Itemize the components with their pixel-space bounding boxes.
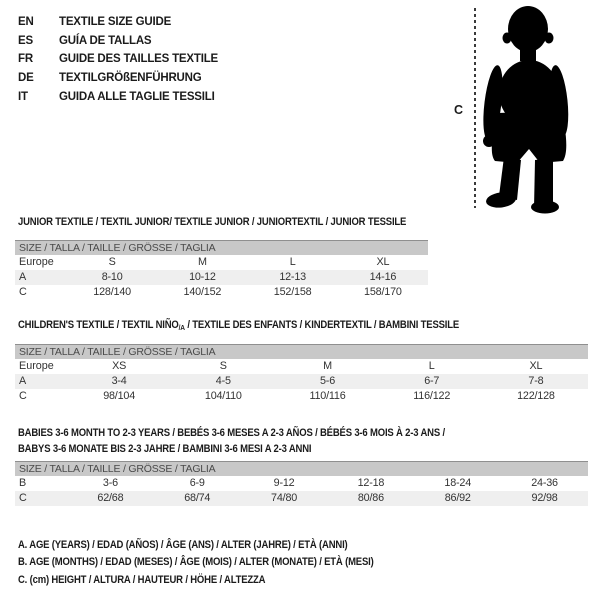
table-cell: 122/128: [517, 390, 555, 402]
table-cell: 158/170: [364, 286, 402, 298]
section-title-babies: [18, 425, 445, 457]
table-cell: 9-12: [273, 477, 295, 489]
row-label: A: [19, 375, 27, 387]
language-code: FR: [18, 53, 33, 66]
title-line: BABYS 3-6 MONATE BIS 2-3 JAHRE / BAMBINI 3-6 MESI A 2-3 ANNI: [18, 443, 312, 456]
table-cell: 12-13: [279, 271, 306, 283]
language-legend: [18, 13, 218, 107]
guide-title: GUIDA ALLE TAGLIE TESSILI: [59, 90, 215, 103]
title-text: CHILDREN'S TEXTILE / TEXTIL NIÑO: [18, 319, 179, 331]
table-cell: 128/140: [93, 286, 131, 298]
footnote-height: C. (cm) HEIGHT / ALTURA / HAUTEUR / HÖHE / ALTEZZA: [18, 573, 266, 586]
footnote-age-years: A. AGE (YEARS) / EDAD (AÑOS) / ÂGE (ANS) / ALTER (JAHRE) / ETÀ (ANNI): [18, 539, 348, 551]
table-cell: 140/152: [183, 286, 222, 298]
table-cell: 152/158: [273, 286, 312, 298]
table-cell: 6-7: [424, 375, 440, 387]
table-cell: 18-24: [444, 477, 472, 489]
table-cell: 4-5: [215, 375, 231, 387]
children-size-table: [15, 344, 588, 404]
footnote-age-months: B. AGE (MONTHS) / EDAD (MESES) / ÂGE (MOIS) / ALTER (MONATE) / ETÀ (MESI): [18, 556, 374, 569]
title-line: BABIES 3-6 MONTH TO 2-3 YEARS / BEBÉS 3-6 MESES A 2-3 AÑOS / BÉBÉS 3-6 MOIS À 2-3 ANS /: [18, 427, 445, 439]
table-cell: 98/104: [103, 390, 136, 402]
table-header-bar: SIZE / TALLA / TAILLE / GRÖSSE / TAGLIA: [15, 344, 588, 359]
table-cell: 3-6: [102, 477, 118, 489]
language-row: [18, 13, 218, 32]
row-label: Europe: [19, 256, 54, 268]
language-row: [18, 69, 218, 88]
junior-size-table: [15, 240, 428, 300]
guide-title: TEXTILE SIZE GUIDE: [59, 16, 172, 28]
table-cell: S: [108, 256, 116, 268]
table-cell: 8-10: [101, 271, 123, 283]
language-code: IT: [18, 90, 28, 103]
table-cell: 7-8: [528, 375, 544, 387]
row-label: C: [19, 390, 27, 402]
language-row: [18, 88, 218, 107]
table-cell: XS: [112, 360, 127, 372]
language-row: [18, 50, 218, 69]
table-cell: 14-16: [369, 271, 397, 283]
table-header-bar: SIZE / TALLA / TAILLE / GRÖSSE / TAGLIA: [15, 240, 428, 255]
table-cell: 92/98: [531, 492, 558, 504]
language-code: ES: [18, 34, 33, 47]
row-label: Europe: [19, 360, 54, 372]
table-cell: 68/74: [184, 492, 211, 504]
row-label: C: [19, 286, 27, 298]
title-text: / TEXTILE DES ENFANTS / KINDERTEXTIL / BAMBINI TESSILE: [184, 319, 460, 331]
row-label: C: [19, 492, 27, 504]
language-code: EN: [18, 16, 34, 28]
table-row: [15, 359, 588, 374]
table-cell: 3-4: [111, 375, 127, 387]
table-cell: M: [323, 360, 332, 372]
footnotes: [18, 537, 422, 589]
table-cell: 24-36: [531, 477, 558, 489]
toddler-silhouette-icon: [479, 3, 579, 215]
section-title-junior: JUNIOR TEXTILE / TEXTIL JUNIOR/ TEXTILE JUNIOR / JUNIORTEXTIL / JUNIOR TESSILE: [18, 216, 407, 228]
table-cell: L: [428, 360, 435, 372]
guide-title: TEXTILGRÖßENFÜHRUNG: [59, 72, 202, 85]
table-cell: L: [289, 256, 296, 268]
title-subscript: /A: [178, 323, 185, 332]
height-measure-dashed-line: [474, 8, 476, 208]
table-row: [15, 476, 588, 491]
table-cell: S: [219, 360, 227, 372]
table-row: [15, 491, 588, 506]
height-measure-label: C: [454, 103, 464, 117]
guide-title: GUIDE DES TAILLES TEXTILE: [59, 53, 218, 66]
table-row: [15, 389, 588, 404]
table-cell: 12-18: [357, 477, 385, 489]
table-cell: XL: [529, 360, 543, 372]
table-row: [15, 374, 588, 389]
table-cell: 62/68: [97, 492, 124, 504]
language-code: DE: [18, 72, 34, 85]
table-row: [15, 285, 428, 300]
table-cell: 116/122: [413, 390, 451, 402]
babies-size-table: [15, 461, 588, 506]
table-cell: 104/110: [204, 390, 242, 402]
table-cell: 74/80: [271, 492, 298, 504]
table-header-bar: SIZE / TALLA / TAILLE / GRÖSSE / TAGLIA: [15, 461, 588, 476]
table-cell: 6-9: [189, 477, 205, 489]
table-cell: 110/116: [309, 390, 346, 402]
section-title-children: [18, 319, 459, 332]
table-cell: XL: [376, 256, 390, 268]
table-cell: 80/86: [357, 492, 384, 504]
table-row: [15, 255, 428, 270]
guide-title: GUÍA DE TALLAS: [59, 34, 152, 47]
language-row: [18, 32, 218, 51]
table-cell: 5-6: [320, 375, 336, 387]
row-label: B: [19, 477, 27, 489]
table-cell: 86/92: [444, 492, 471, 504]
row-label: A: [19, 271, 27, 283]
table-row: [15, 270, 428, 285]
table-cell: 10-12: [189, 271, 216, 283]
table-cell: M: [197, 256, 207, 268]
